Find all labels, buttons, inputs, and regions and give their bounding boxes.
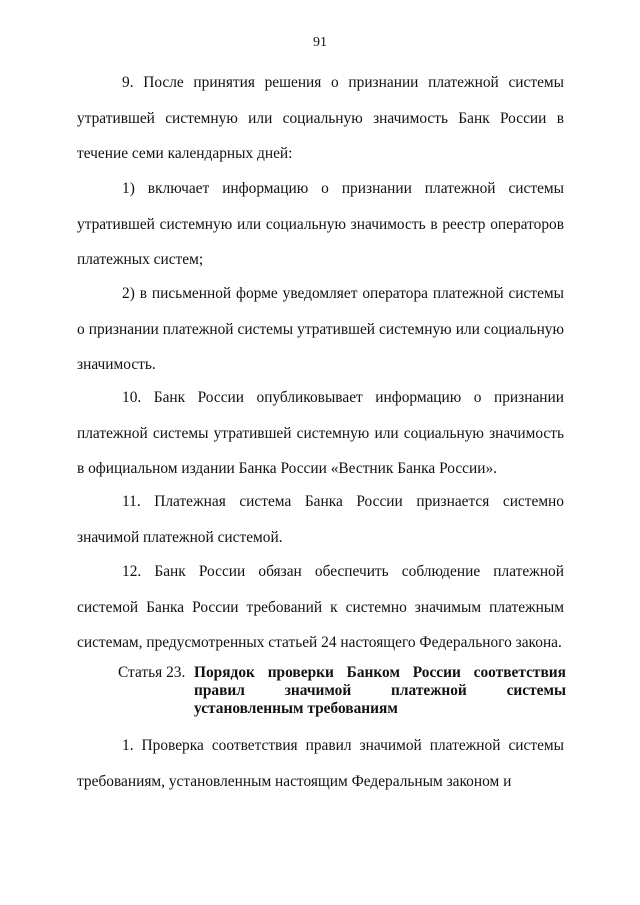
paragraph-9-item-1: 1) включает информацию о признании платежной системы утратившей системную или социальную значимость в реестр операторов платежных систем; xyxy=(77,180,564,268)
paragraph-9: 9. После принятия решения о признании платежной системы утратившей системную или социальную значимость Банк России в течение семи календарных дней: xyxy=(77,74,564,162)
paragraph-9-item-2: 2) в письменной форме уведомляет оператора платежной системы о признании платежной системы утратившей системную или социальную значимость. xyxy=(77,285,564,373)
paragraph-12: 12. Банк России обязан обеспечить соблюдение платежной системой Банка России требований к системно значимым платежным системам, предусмотренных статьей 24 настоящего Федерального закона. xyxy=(77,563,564,651)
paragraph-11: 11. Платежная система Банка России признается системно значимой платежной системой. xyxy=(77,493,564,546)
article-title: Порядок проверки Банком России соответствия правил значимой платежной системы установленным требованиям xyxy=(194,664,566,717)
page-number: 91 xyxy=(313,35,327,50)
paragraph-10: 10. Банк России опубликовывает информацию о признании платежной системы утратившей системную или социальную значимость в официальном издании Банка России «Вестник Банка России». xyxy=(77,389,564,477)
article-23-paragraph-1: 1. Проверка соответствия правил значимой платежной системы требованиям, установленным настоящим Федеральным законом и xyxy=(77,737,564,790)
article-number: Статья 23. xyxy=(118,664,186,681)
